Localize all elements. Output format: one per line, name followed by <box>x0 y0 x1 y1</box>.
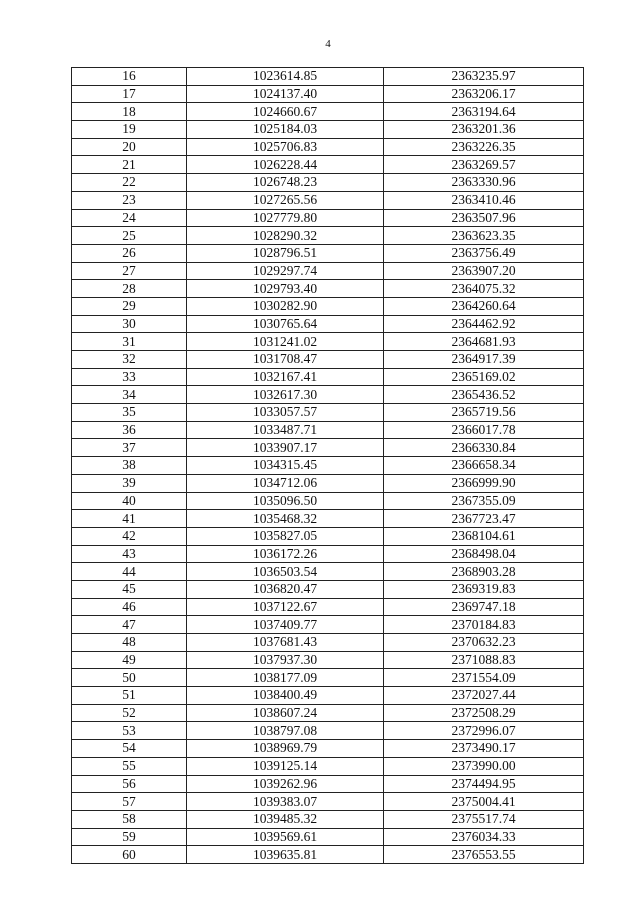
point-number-cell: 31 <box>72 333 187 351</box>
y-coordinate-cell: 2375004.41 <box>384 793 584 811</box>
x-coordinate-cell: 1036820.47 <box>187 580 384 598</box>
y-coordinate-cell: 2369319.83 <box>384 580 584 598</box>
y-coordinate-cell: 2366017.78 <box>384 421 584 439</box>
x-coordinate-cell: 1038969.79 <box>187 740 384 758</box>
x-coordinate-cell: 1039383.07 <box>187 793 384 811</box>
table-row <box>72 138 584 156</box>
table-row <box>72 580 584 598</box>
y-coordinate-cell: 2363235.97 <box>384 68 584 86</box>
table-row <box>72 386 584 404</box>
point-number-cell: 51 <box>72 687 187 705</box>
x-coordinate-cell: 1025184.03 <box>187 121 384 139</box>
table-row <box>72 687 584 705</box>
x-coordinate-cell: 1029297.74 <box>187 262 384 280</box>
table-row <box>72 598 584 616</box>
x-coordinate-cell: 1038607.24 <box>187 704 384 722</box>
point-number-cell: 38 <box>72 457 187 475</box>
y-coordinate-cell: 2373490.17 <box>384 740 584 758</box>
y-coordinate-cell: 2366330.84 <box>384 439 584 457</box>
table-row <box>72 156 584 174</box>
table-row <box>72 227 584 245</box>
x-coordinate-cell: 1039262.96 <box>187 775 384 793</box>
y-coordinate-cell: 2370632.23 <box>384 634 584 652</box>
point-number-cell: 25 <box>72 227 187 245</box>
y-coordinate-cell: 2371088.83 <box>384 651 584 669</box>
y-coordinate-cell: 2363206.17 <box>384 85 584 103</box>
y-coordinate-cell: 2365169.02 <box>384 368 584 386</box>
x-coordinate-cell: 1038177.09 <box>187 669 384 687</box>
point-number-cell: 37 <box>72 439 187 457</box>
table-row <box>72 722 584 740</box>
x-coordinate-cell: 1033057.57 <box>187 404 384 422</box>
x-coordinate-cell: 1036503.54 <box>187 563 384 581</box>
coordinates-table <box>71 67 584 864</box>
point-number-cell: 42 <box>72 527 187 545</box>
x-coordinate-cell: 1027265.56 <box>187 191 384 209</box>
y-coordinate-cell: 2363410.46 <box>384 191 584 209</box>
point-number-cell: 21 <box>72 156 187 174</box>
x-coordinate-cell: 1031241.02 <box>187 333 384 351</box>
x-coordinate-cell: 1039125.14 <box>187 757 384 775</box>
table-row <box>72 828 584 846</box>
point-number-cell: 44 <box>72 563 187 581</box>
x-coordinate-cell: 1037409.77 <box>187 616 384 634</box>
y-coordinate-cell: 2363907.20 <box>384 262 584 280</box>
point-number-cell: 56 <box>72 775 187 793</box>
point-number-cell: 47 <box>72 616 187 634</box>
y-coordinate-cell: 2372027.44 <box>384 687 584 705</box>
table-row <box>72 616 584 634</box>
x-coordinate-cell: 1033487.71 <box>187 421 384 439</box>
table-row <box>72 368 584 386</box>
point-number-cell: 20 <box>72 138 187 156</box>
y-coordinate-cell: 2372508.29 <box>384 704 584 722</box>
table-row <box>72 121 584 139</box>
point-number-cell: 50 <box>72 669 187 687</box>
table-row <box>72 404 584 422</box>
point-number-cell: 34 <box>72 386 187 404</box>
y-coordinate-cell: 2375517.74 <box>384 810 584 828</box>
y-coordinate-cell: 2372996.07 <box>384 722 584 740</box>
table-row <box>72 846 584 864</box>
point-number-cell: 24 <box>72 209 187 227</box>
y-coordinate-cell: 2369747.18 <box>384 598 584 616</box>
point-number-cell: 58 <box>72 810 187 828</box>
x-coordinate-cell: 1039569.61 <box>187 828 384 846</box>
table-row <box>72 85 584 103</box>
y-coordinate-cell: 2374494.95 <box>384 775 584 793</box>
table-row <box>72 333 584 351</box>
x-coordinate-cell: 1035096.50 <box>187 492 384 510</box>
point-number-cell: 54 <box>72 740 187 758</box>
x-coordinate-cell: 1037122.67 <box>187 598 384 616</box>
y-coordinate-cell: 2363201.36 <box>384 121 584 139</box>
y-coordinate-cell: 2363756.49 <box>384 244 584 262</box>
table-row <box>72 439 584 457</box>
table-row <box>72 174 584 192</box>
y-coordinate-cell: 2376034.33 <box>384 828 584 846</box>
point-number-cell: 36 <box>72 421 187 439</box>
y-coordinate-cell: 2364681.93 <box>384 333 584 351</box>
table-row <box>72 669 584 687</box>
y-coordinate-cell: 2370184.83 <box>384 616 584 634</box>
table-row <box>72 280 584 298</box>
table-row <box>72 297 584 315</box>
x-coordinate-cell: 1039635.81 <box>187 846 384 864</box>
point-number-cell: 23 <box>72 191 187 209</box>
x-coordinate-cell: 1035468.32 <box>187 510 384 528</box>
page-number: 4 <box>325 38 331 50</box>
x-coordinate-cell: 1035827.05 <box>187 527 384 545</box>
x-coordinate-cell: 1028796.51 <box>187 244 384 262</box>
y-coordinate-cell: 2365436.52 <box>384 386 584 404</box>
table-row <box>72 793 584 811</box>
x-coordinate-cell: 1034712.06 <box>187 474 384 492</box>
y-coordinate-cell: 2373990.00 <box>384 757 584 775</box>
y-coordinate-cell: 2367355.09 <box>384 492 584 510</box>
table-row <box>72 244 584 262</box>
y-coordinate-cell: 2365719.56 <box>384 404 584 422</box>
x-coordinate-cell: 1023614.85 <box>187 68 384 86</box>
point-number-cell: 29 <box>72 297 187 315</box>
table-row <box>72 757 584 775</box>
point-number-cell: 17 <box>72 85 187 103</box>
point-number-cell: 57 <box>72 793 187 811</box>
x-coordinate-cell: 1026748.23 <box>187 174 384 192</box>
point-number-cell: 60 <box>72 846 187 864</box>
table-row <box>72 704 584 722</box>
point-number-cell: 33 <box>72 368 187 386</box>
point-number-cell: 52 <box>72 704 187 722</box>
x-coordinate-cell: 1024660.67 <box>187 103 384 121</box>
table-row <box>72 421 584 439</box>
x-coordinate-cell: 1024137.40 <box>187 85 384 103</box>
point-number-cell: 18 <box>72 103 187 121</box>
point-number-cell: 26 <box>72 244 187 262</box>
x-coordinate-cell: 1028290.32 <box>187 227 384 245</box>
coordinates-table-body <box>72 68 584 864</box>
x-coordinate-cell: 1029793.40 <box>187 280 384 298</box>
point-number-cell: 48 <box>72 634 187 652</box>
table-row <box>72 634 584 652</box>
y-coordinate-cell: 2363330.96 <box>384 174 584 192</box>
y-coordinate-cell: 2376553.55 <box>384 846 584 864</box>
point-number-cell: 27 <box>72 262 187 280</box>
y-coordinate-cell: 2364260.64 <box>384 297 584 315</box>
x-coordinate-cell: 1038400.49 <box>187 687 384 705</box>
point-number-cell: 22 <box>72 174 187 192</box>
y-coordinate-cell: 2364917.39 <box>384 351 584 369</box>
table-row <box>72 527 584 545</box>
point-number-cell: 46 <box>72 598 187 616</box>
table-row <box>72 262 584 280</box>
x-coordinate-cell: 1031708.47 <box>187 351 384 369</box>
y-coordinate-cell: 2364462.92 <box>384 315 584 333</box>
table-row <box>72 563 584 581</box>
point-number-cell: 45 <box>72 580 187 598</box>
table-row <box>72 775 584 793</box>
x-coordinate-cell: 1027779.80 <box>187 209 384 227</box>
x-coordinate-cell: 1032617.30 <box>187 386 384 404</box>
y-coordinate-cell: 2367723.47 <box>384 510 584 528</box>
point-number-cell: 32 <box>72 351 187 369</box>
point-number-cell: 43 <box>72 545 187 563</box>
table-row <box>72 68 584 86</box>
point-number-cell: 16 <box>72 68 187 86</box>
y-coordinate-cell: 2363507.96 <box>384 209 584 227</box>
table-row <box>72 191 584 209</box>
x-coordinate-cell: 1038797.08 <box>187 722 384 740</box>
x-coordinate-cell: 1037681.43 <box>187 634 384 652</box>
point-number-cell: 59 <box>72 828 187 846</box>
table-row <box>72 651 584 669</box>
point-number-cell: 53 <box>72 722 187 740</box>
point-number-cell: 55 <box>72 757 187 775</box>
table-row <box>72 103 584 121</box>
y-coordinate-cell: 2366658.34 <box>384 457 584 475</box>
x-coordinate-cell: 1026228.44 <box>187 156 384 174</box>
y-coordinate-cell: 2364075.32 <box>384 280 584 298</box>
table-row <box>72 510 584 528</box>
x-coordinate-cell: 1032167.41 <box>187 368 384 386</box>
y-coordinate-cell: 2363623.35 <box>384 227 584 245</box>
y-coordinate-cell: 2363269.57 <box>384 156 584 174</box>
point-number-cell: 41 <box>72 510 187 528</box>
point-number-cell: 49 <box>72 651 187 669</box>
point-number-cell: 40 <box>72 492 187 510</box>
x-coordinate-cell: 1036172.26 <box>187 545 384 563</box>
x-coordinate-cell: 1030282.90 <box>187 297 384 315</box>
x-coordinate-cell: 1039485.32 <box>187 810 384 828</box>
x-coordinate-cell: 1033907.17 <box>187 439 384 457</box>
y-coordinate-cell: 2363194.64 <box>384 103 584 121</box>
table-row <box>72 492 584 510</box>
table-row <box>72 474 584 492</box>
table-row <box>72 740 584 758</box>
y-coordinate-cell: 2371554.09 <box>384 669 584 687</box>
table-row <box>72 315 584 333</box>
point-number-cell: 39 <box>72 474 187 492</box>
x-coordinate-cell: 1025706.83 <box>187 138 384 156</box>
table-row <box>72 351 584 369</box>
y-coordinate-cell: 2363226.35 <box>384 138 584 156</box>
point-number-cell: 28 <box>72 280 187 298</box>
table-row <box>72 810 584 828</box>
x-coordinate-cell: 1034315.45 <box>187 457 384 475</box>
table-row <box>72 457 584 475</box>
x-coordinate-cell: 1030765.64 <box>187 315 384 333</box>
y-coordinate-cell: 2366999.90 <box>384 474 584 492</box>
point-number-cell: 19 <box>72 121 187 139</box>
y-coordinate-cell: 2368104.61 <box>384 527 584 545</box>
y-coordinate-cell: 2368903.28 <box>384 563 584 581</box>
y-coordinate-cell: 2368498.04 <box>384 545 584 563</box>
x-coordinate-cell: 1037937.30 <box>187 651 384 669</box>
point-number-cell: 30 <box>72 315 187 333</box>
point-number-cell: 35 <box>72 404 187 422</box>
table-row <box>72 545 584 563</box>
table-row <box>72 209 584 227</box>
